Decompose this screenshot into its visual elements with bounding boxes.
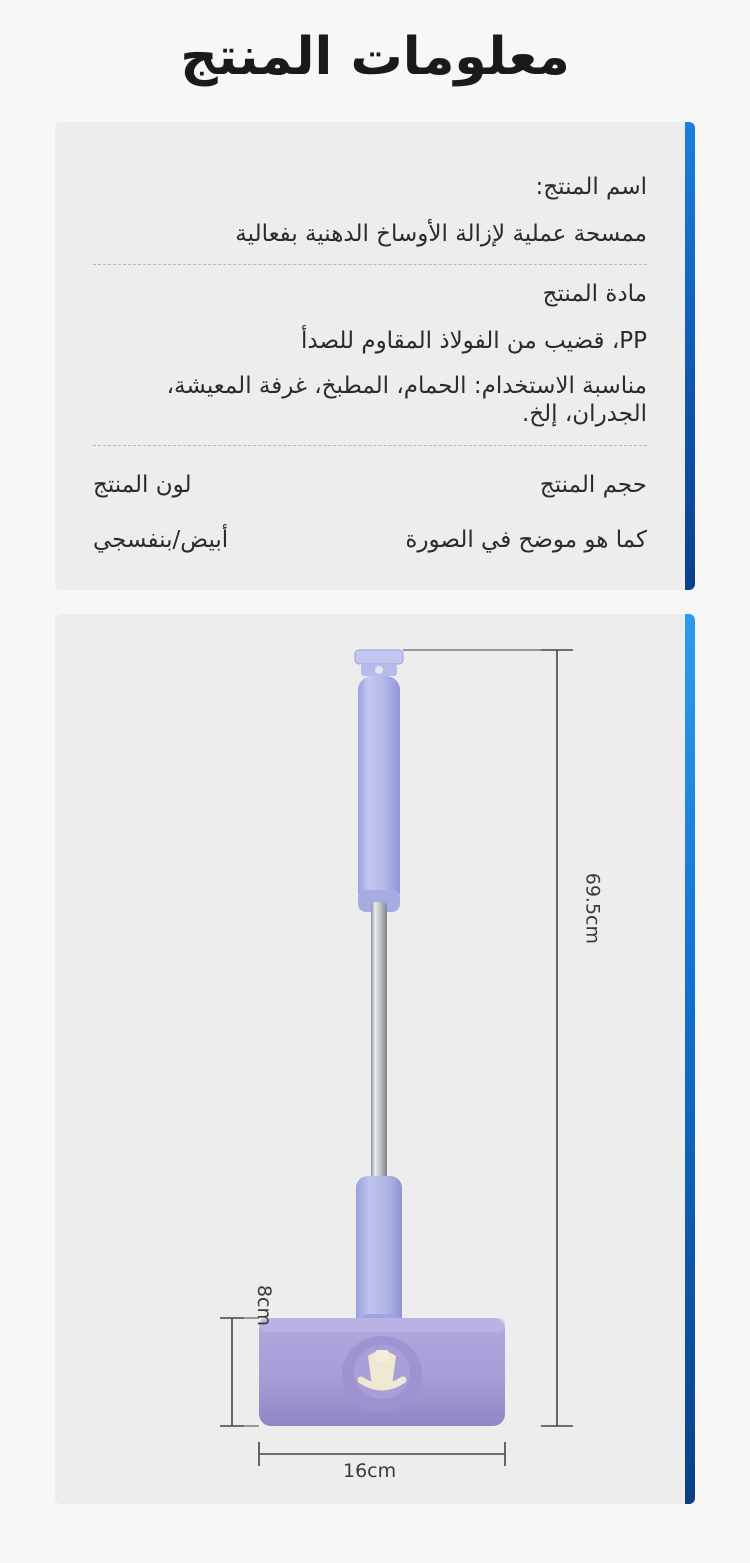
color-value: أبيض/بنفسجي (93, 526, 229, 553)
head-height-dimension-label: 8cm (253, 1284, 275, 1326)
size-label: حجم المنتج (539, 472, 647, 499)
color-column (93, 472, 359, 554)
product-name-label: اسم المنتج: (535, 174, 647, 200)
color-label: لون المنتج (93, 472, 192, 499)
product-dimensions-card (55, 614, 695, 1504)
usage-value: مناسبة الاستخدام: الحمام، المطبخ، غرفة المعيشة، الجدران، إلخ. (166, 372, 647, 428)
height-dimension-label: 69.5cm (581, 872, 603, 944)
mop-diagram (55, 614, 695, 1504)
material-label: مادة المنتج (542, 281, 647, 308)
size-color-row (93, 472, 647, 554)
product-info-card (55, 122, 695, 590)
product-info-body (55, 122, 695, 590)
head-width-dimension-label: 16cm (343, 1460, 397, 1482)
page-title: معلومات المنتج (180, 27, 570, 87)
size-value: كما هو موضح في الصورة (405, 526, 647, 553)
size-column (381, 472, 647, 554)
divider-1 (93, 264, 647, 265)
material-value: PP، قضيب من الفولاذ المقاوم للصدأ (300, 327, 647, 354)
product-name-value: ممسحة عملية لإزالة الأوساخ الدهنية بفعالية (235, 220, 647, 247)
divider-2 (93, 445, 647, 446)
